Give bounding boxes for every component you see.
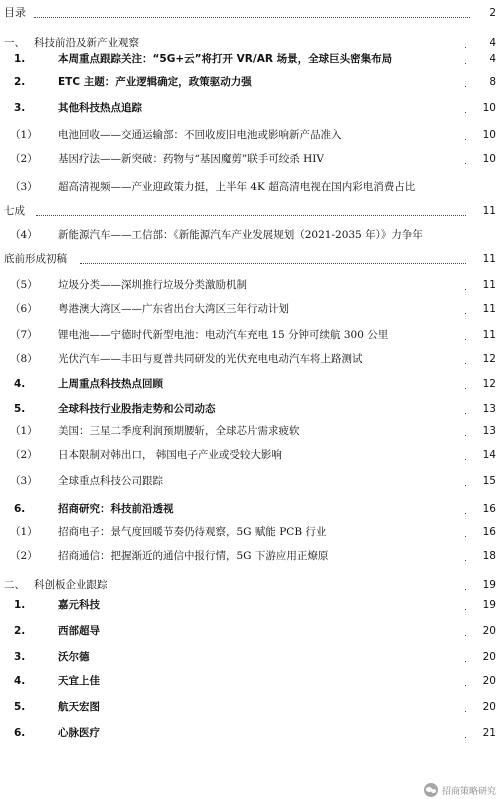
toc-entry-text: 上周重点科技热点回顾 [58,378,163,390]
toc-entry-number: （4） [10,229,38,241]
toc-entry-number: （2） [10,449,38,461]
leader-dots [465,63,466,64]
toc-entry-number: （1） [10,425,38,437]
toc-entry-page: 19 [482,579,496,591]
toc-entry-page: 19 [482,599,496,611]
toc-entry-page: 11 [482,253,496,265]
toc-entry-text: 全球重点科技公司跟踪 [58,475,163,487]
leader-dots [465,47,466,48]
leader-dots [465,685,466,686]
leader-dots [465,661,466,662]
toc-entry-page: 12 [482,353,496,365]
toc-entry-page: 15 [482,475,496,487]
leader-dots [465,363,466,364]
toc-entry-number: 4. [14,378,26,390]
toc-entry-page: 16 [482,526,496,538]
toc-entry-text: 超高清视频——产业迎政策力挺，上半年 4K 超高清电视在国内彩电消费占比 [58,181,416,193]
leader-dots [36,215,466,216]
toc-entry-number: 5. [14,701,26,713]
toc-entry-number: 一、 [4,37,25,49]
wechat-icon [424,783,438,797]
toc-entry-page: 21 [482,727,496,739]
toc-entry-page: 11 [482,329,496,341]
toc-entry-number: 6. [14,503,26,515]
toc-entry-text: 天宜上佳 [58,675,100,687]
toc-entry-text: 心脉医疗 [58,727,100,739]
leader-dots [465,711,466,712]
toc-entry-page: 10 [482,129,496,141]
leader-dots [465,737,466,738]
toc-entry-page: 14 [482,449,496,461]
leader-dots [465,635,466,636]
toc-entry-text: 日本限制对韩出口， 韩国电子产业或受较大影响 [58,449,282,461]
toc-entry-number: 2. [14,76,26,88]
toc-entry-text: 电池回收——交通运输部：不回收废旧电池或影响新产品准入 [58,129,342,141]
leader-dots [465,560,466,561]
toc-entry-page: 11 [482,303,496,315]
leader-dots [465,459,466,460]
toc-entry-text: 新能源汽车——工信部：《新能源汽车产业发展规划（2021-2035 年）》力争年 [58,229,423,241]
leader-dots [465,86,466,87]
leader-dots [465,313,466,314]
toc-entry-text: 招商研究：科技前沿透视 [58,503,174,515]
leader-dots [465,163,466,164]
toc-entry-text: 本周重点跟踪关注：“5G+云”将打开 VR/AR 场景，全球巨头密集布局 [58,53,393,65]
toc-entry-number: （1） [10,526,38,538]
leader-dots [465,413,466,414]
leader-dots [465,589,466,590]
toc-entry-page: 10 [482,102,496,114]
leader-dots [465,485,466,486]
leader-dots [465,609,466,610]
toc-entry-page: 20 [482,625,496,637]
toc-entry-number: （6） [10,303,38,315]
toc-entry-number: （5） [10,279,38,291]
leader-dots [465,435,466,436]
leader-dots [465,513,466,514]
leader-dots [465,339,466,340]
leader-dots [465,289,466,290]
toc-entry-number: 2. [14,625,26,637]
leader-dots [465,112,466,113]
toc-entry-number: 1. [14,53,26,65]
toc-entry-page: 4 [489,37,496,49]
toc-entry-page: 20 [482,701,496,713]
toc-entry-page: 10 [482,153,496,165]
watermark [424,783,496,797]
leader-dots [34,17,470,18]
leader-dots [465,388,466,389]
toc-entry-number: 1. [14,599,26,611]
toc-entry-number: 二、 [4,579,25,591]
toc-entry-number: （3） [10,181,38,193]
toc-entry-page: 13 [482,403,496,415]
toc-entry-page: 18 [482,550,496,562]
toc-entry-text: 沃尔德 [58,651,90,663]
toc-entry-text: 招商电子：景气度回暖节奏仍待观察，5G 赋能 PCB 行业 [58,526,327,538]
toc-entry-text: 垃圾分类——深圳推行垃圾分类激励机制 [58,279,247,291]
watermark-text: 招商策略研究 [441,786,496,797]
toc-entry-text: ETC 主题：产业逻辑确定，政策驱动力强 [58,76,252,88]
toc-entry-text: 其他科技热点追踪 [58,102,142,114]
leader-dots [465,139,466,140]
toc-title: 目录 [4,6,26,19]
toc-entry-text-continued: 底前形成初稿 [4,253,67,265]
toc-entry-text: 招商通信：把握渐近的通信中报行情，5G 下游应用正燎原 [58,550,329,562]
toc-entry-number: 6. [14,727,26,739]
toc-entry-page: 13 [482,425,496,437]
toc-entry-number: （1） [10,129,38,141]
toc-entry-text: 粤港澳大湾区——广东省出台大湾区三年行动计划 [58,303,289,315]
toc-entry-text: 基因疗法——新突破：药物与“基因魔剪”联手可绞杀 HIV [58,153,324,165]
leader-dots [80,263,466,264]
toc-entry-number: （2） [10,153,38,165]
toc-entry-page: 20 [482,675,496,687]
toc-entry-number: 4. [14,675,26,687]
toc-entry-text: 航天宏图 [58,701,100,713]
toc-entry-number: （8） [10,353,38,365]
toc-entry-page: 16 [482,503,496,515]
toc-entry-text: 科创板企业跟踪 [34,579,108,591]
toc-entry-page: 20 [482,651,496,663]
toc-entry-page: 11 [482,279,496,291]
toc-entry-number: 3. [14,102,26,114]
toc-entry-text: 西部超导 [58,625,100,637]
leader-dots [465,536,466,537]
toc-entry-text: 嘉元科技 [58,599,100,611]
toc-entry-text: 科技前沿及新产业观察 [34,37,139,49]
toc-entry-text: 美国：三星二季度利润预期腰斩，全球芯片需求疲软 [58,425,300,437]
toc-entry-text: 全球科技行业股指走势和公司动态 [58,403,216,415]
toc-entry-page: 12 [482,378,496,390]
toc-entry-page: 11 [482,205,496,217]
toc-entry-number: （7） [10,329,38,341]
toc-entry-text: 光伏汽车——丰田与夏普共同研发的光伏充电电动汽车将上路测试 [58,353,363,365]
toc-entry-number: 5. [14,403,26,415]
toc-entry-number: （3） [10,475,38,487]
toc-entry-text: 锂电池——宁德时代新型电池：电动汽车充电 15 分钟可续航 300 公里 [58,329,389,341]
toc-entry-text-continued: 七成 [4,205,25,217]
toc-entry-page: 8 [489,76,496,88]
toc-entry-page: 4 [489,53,496,65]
toc-title-page: 2 [489,7,496,19]
toc-entry-number: 3. [14,651,26,663]
toc-entry-number: （2） [10,550,38,562]
